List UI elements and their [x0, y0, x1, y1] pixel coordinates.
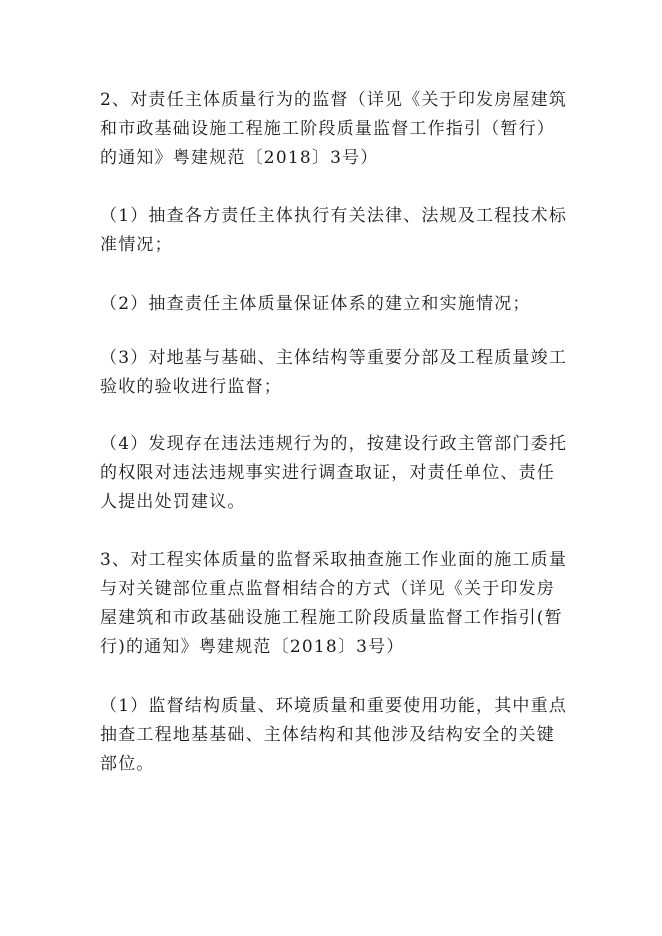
paragraph-subitem-2-3: （3）对地基与基础、主体结构等重要分部及工程质量竣工验收的验收进行监督；: [100, 348, 568, 397]
paragraph-subitem-2-4: （4）发现存在违法违规行为的，按建设行政主管部门委托的权限对违法违规事实进行调查取证，对责任单位、责任人提出处罚建议。: [100, 434, 568, 512]
paragraph-item-3: 3、对工程实体质量的监督采取抽查施工作业面的施工质量与对关键部位重点监督相结合的方式（详见《关于印发房屋建筑和市政基础设施工程施工阶段质量监督工作指引(暂行)的通知》粤建规范〔2018〕3号）: [100, 550, 568, 657]
paragraph-subitem-2-2: （2）抽查责任主体质量保证体系的建立和实施情况；: [100, 294, 531, 314]
paragraph-subitem-2-1: （1）抽查各方责任主体执行有关法律、法规及工程技术标准情况；: [100, 206, 568, 255]
paragraph-subitem-3-1: （1）监督结构质量、环境质量和重要使用功能，其中重点抽查工程地基基础、主体结构和其他涉及结构安全的关键部位。: [100, 696, 568, 774]
paragraph-item-2: 2、对责任主体质量行为的监督（详见《关于印发房屋建筑和市政基础设施工程施工阶段质量监督工作指引（暂行）的通知》粤建规范〔2018〕3号）: [100, 90, 568, 168]
